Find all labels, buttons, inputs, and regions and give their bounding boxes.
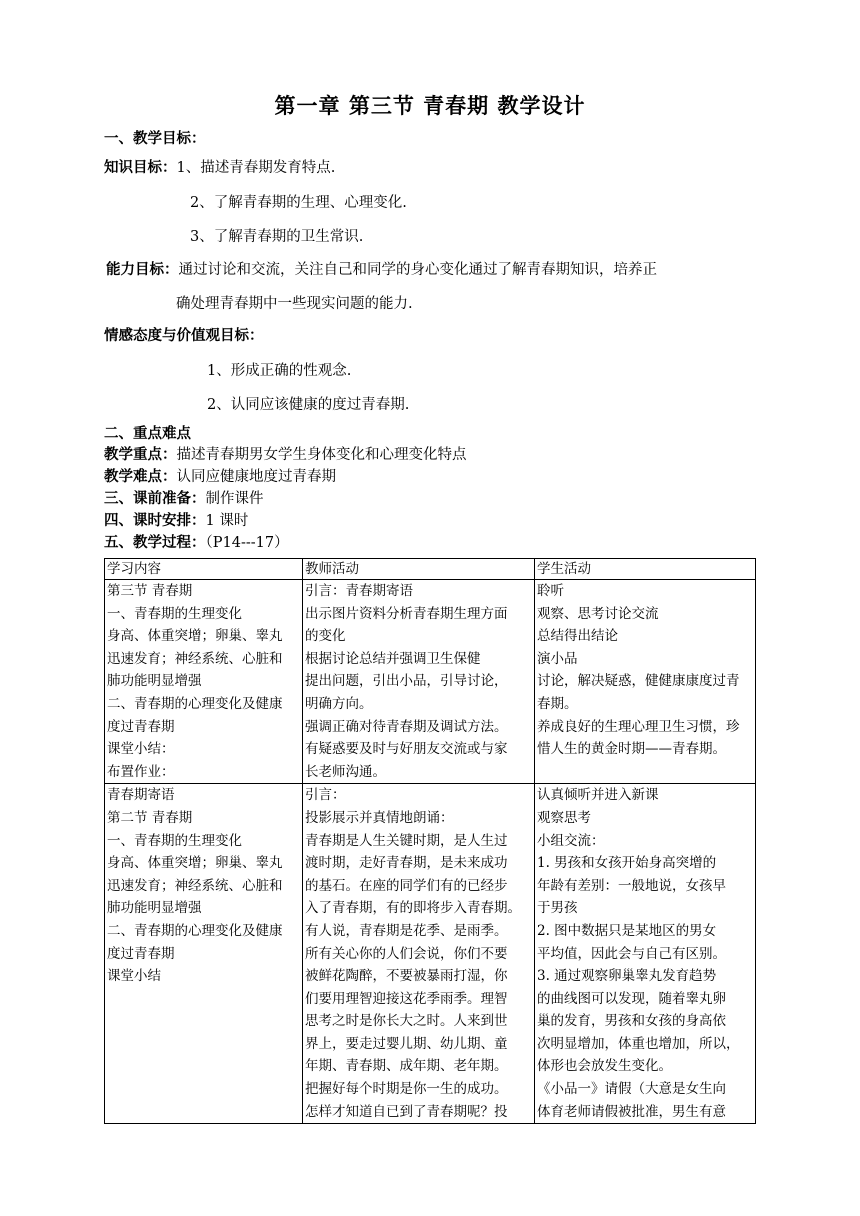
cell-line: 有人说，青春期是花季、是雨季。 (305, 922, 508, 939)
cell-line: 1. 男孩和女孩开始身高突增的 (537, 855, 717, 872)
objectives-heading: 一、教学目标： (104, 131, 206, 147)
cell-line: 3. 通过观察卵巢睾丸发育趋势 (537, 968, 717, 985)
difficulty-label: 教学难点： (104, 469, 177, 485)
focus-label: 教学重点： (104, 447, 177, 463)
emotion-item: 2、认同应该健康的度过青春期. (207, 397, 410, 413)
student-cell (535, 580, 756, 784)
cell-line: 第二节 青春期 (107, 809, 193, 826)
knowledge-item: 1、描述青春期发育特点. (176, 160, 336, 176)
cell-line: 惜人生的黄金时期——青春期。 (537, 741, 726, 758)
hours-text: 1 课时 (205, 513, 249, 529)
cell-line: 的基石。在座的同学们有的已经步 (305, 877, 508, 894)
cell-line: 被鲜花陶醉，不要被暴雨打湿，你 (305, 968, 508, 985)
prep-text: 制作课件 (205, 491, 264, 507)
cell-line: 课堂小结： (107, 741, 175, 758)
emotion-item: 1、形成正确的性观念. (207, 363, 352, 379)
ability-label: 能力目标： (106, 262, 179, 278)
knowledge-label: 知识目标： (104, 160, 177, 176)
header-cell: 教师活动 (303, 559, 535, 580)
cell-line: 《小品一》请假（大意是女生向 (537, 1081, 726, 1098)
knowledge-goal-1 (104, 158, 335, 178)
cell-line: 思考之时是你长大之时。人来到世 (305, 1013, 508, 1030)
process-line (104, 533, 289, 553)
table-row (105, 580, 756, 784)
cell-line: 有疑惑要及时与好朋友交流或与家 (305, 741, 508, 758)
cell-line: 春期。 (537, 695, 578, 712)
cell-line: 体育老师请假被批准，男生有意 (537, 1103, 726, 1120)
cell-line: 年期、青春期、成年期、老年期。 (305, 1058, 508, 1075)
cell-line: 身高、体重突增；卵巢、睾丸 (107, 628, 283, 645)
cell-line: 体形也会放发生变化。 (537, 1058, 672, 1075)
hours-line (104, 511, 248, 531)
cell-line: 于男孩 (537, 900, 578, 917)
teaching-process-table (104, 558, 756, 1124)
cell-line: 观察思考 (537, 809, 591, 826)
ability-goal (106, 260, 657, 280)
cell-line: 养成良好的生理心理卫生习惯，珍 (537, 718, 740, 735)
cell-line: 聆听 (537, 583, 564, 599)
cell-line: 一、青春期的生理变化 (107, 605, 242, 622)
cell-line: 长老师沟通。 (305, 763, 386, 780)
cell-line: 度过青春期 (107, 945, 175, 962)
cell-line: 怎样才知道自已到了青春期呢？投 (305, 1103, 508, 1120)
process-text: （P14---17） (205, 535, 289, 551)
cell-line: 的变化 (305, 628, 346, 645)
cell-line: 提出问题，引出小品，引导讨论， (305, 673, 508, 690)
knowledge-item: 2、了解青春期的生理、心理变化. (190, 195, 407, 211)
cell-line: 青春期是人生关键时期，是人生过 (305, 832, 508, 849)
prep-label: 三、课前准备： (104, 491, 206, 507)
teaching-difficulty (104, 467, 336, 487)
content-cell (105, 580, 303, 784)
cell-line: 布置作业： (107, 763, 175, 780)
cell-line: 明确方向。 (305, 695, 373, 712)
emotion-label: 情感态度与价值观目标： (104, 328, 264, 344)
cell-line: 年龄有差别：一般地说，女孩早 (537, 877, 726, 894)
cell-line: 身高、体重突增；卵巢、睾丸 (107, 855, 283, 872)
teacher-cell (303, 580, 535, 784)
cell-line: 次明显增加，体重也增加，所以， (537, 1035, 740, 1052)
ability-line: 通过讨论和交流，关注自己和同学的身心变化通过了解青春期知识，培养正 (178, 262, 657, 278)
cell-line: 度过青春期 (107, 718, 175, 735)
teacher-cell (303, 784, 535, 1124)
table-header-row (105, 559, 756, 580)
content-cell (105, 784, 303, 1124)
cell-line: 观察、思考讨论交流 (537, 605, 659, 622)
ability-line: 确处理青春期中一些现实问题的能力. (176, 296, 413, 312)
cell-line: 小组交流： (537, 832, 605, 849)
page-title: 第一章 第三节 青春期 教学设计 (274, 94, 586, 118)
key-points-heading: 二、重点难点 (104, 426, 191, 442)
cell-line: 二、青春期的心理变化及健康 (107, 922, 283, 939)
cell-line: 界上，要走过婴儿期、幼儿期、童 (305, 1035, 508, 1052)
knowledge-item: 3、了解青春期的卫生常识. (190, 229, 364, 245)
cell-line: 第三节 青春期 (107, 583, 193, 599)
cell-line: 讨论，解决疑惑，健健康康度过青 (537, 673, 740, 690)
cell-line: 入了青春期，有的即将步入青春期。 (305, 900, 521, 917)
table-row (105, 784, 756, 1124)
difficulty-text: 认同应健康地度过青春期 (176, 469, 336, 485)
cell-line: 强调正确对待青春期及调试方法。 (305, 718, 508, 735)
cell-line: 二、青春期的心理变化及健康 (107, 695, 283, 712)
cell-line: 投影展示并真情地朗诵： (305, 809, 454, 826)
prep-line (104, 489, 264, 509)
cell-line: 演小品 (537, 650, 578, 667)
header-cell: 学习内容 (105, 559, 303, 580)
cell-line: 巢的发育，男孩和女孩的身高依 (537, 1013, 726, 1030)
process-label: 五、教学过程： (104, 535, 206, 551)
cell-line: 引言：青春期寄语 (305, 583, 413, 599)
cell-line: 把握好每个时期是你一生的成功。 (305, 1081, 508, 1098)
hours-label: 四、课时安排： (104, 513, 206, 529)
cell-line: 渡时期，走好青春期，是未来成功 (305, 855, 508, 872)
cell-line: 引言： (305, 787, 346, 804)
cell-line: 们要用理智迎接这花季雨季。理智 (305, 990, 508, 1007)
student-cell (535, 784, 756, 1124)
cell-line: 总结得出结论 (537, 628, 618, 645)
cell-line: 出示图片资料分析青春期生理方面 (305, 605, 508, 622)
cell-line: 认真倾听并进入新课 (537, 787, 659, 804)
cell-line: 肺功能明显增强 (107, 673, 202, 690)
cell-line: 所有关心你的人们会说，你们不要 (305, 945, 508, 962)
cell-line: 课堂小结 (107, 968, 161, 985)
cell-line: 根据讨论总结并强调卫生保健 (305, 650, 481, 667)
focus-text: 描述青春期男女学生身体变化和心理变化特点 (176, 447, 467, 463)
cell-line: 迅速发育；神经系统、心脏和 (107, 877, 283, 894)
cell-line: 迅速发育；神经系统、心脏和 (107, 650, 283, 667)
cell-line: 肺功能明显增强 (107, 900, 202, 917)
cell-line: 平均值，因此会与自己有区别。 (537, 945, 726, 962)
header-cell: 学生活动 (535, 559, 756, 580)
cell-line: 青春期寄语 (107, 787, 175, 804)
cell-line: 2. 图中数据只是某地区的男女 (537, 922, 717, 939)
cell-line: 一、青春期的生理变化 (107, 832, 242, 849)
teaching-focus (104, 445, 467, 465)
cell-line: 的曲线图可以发现，随着睾丸卵 (537, 990, 726, 1007)
